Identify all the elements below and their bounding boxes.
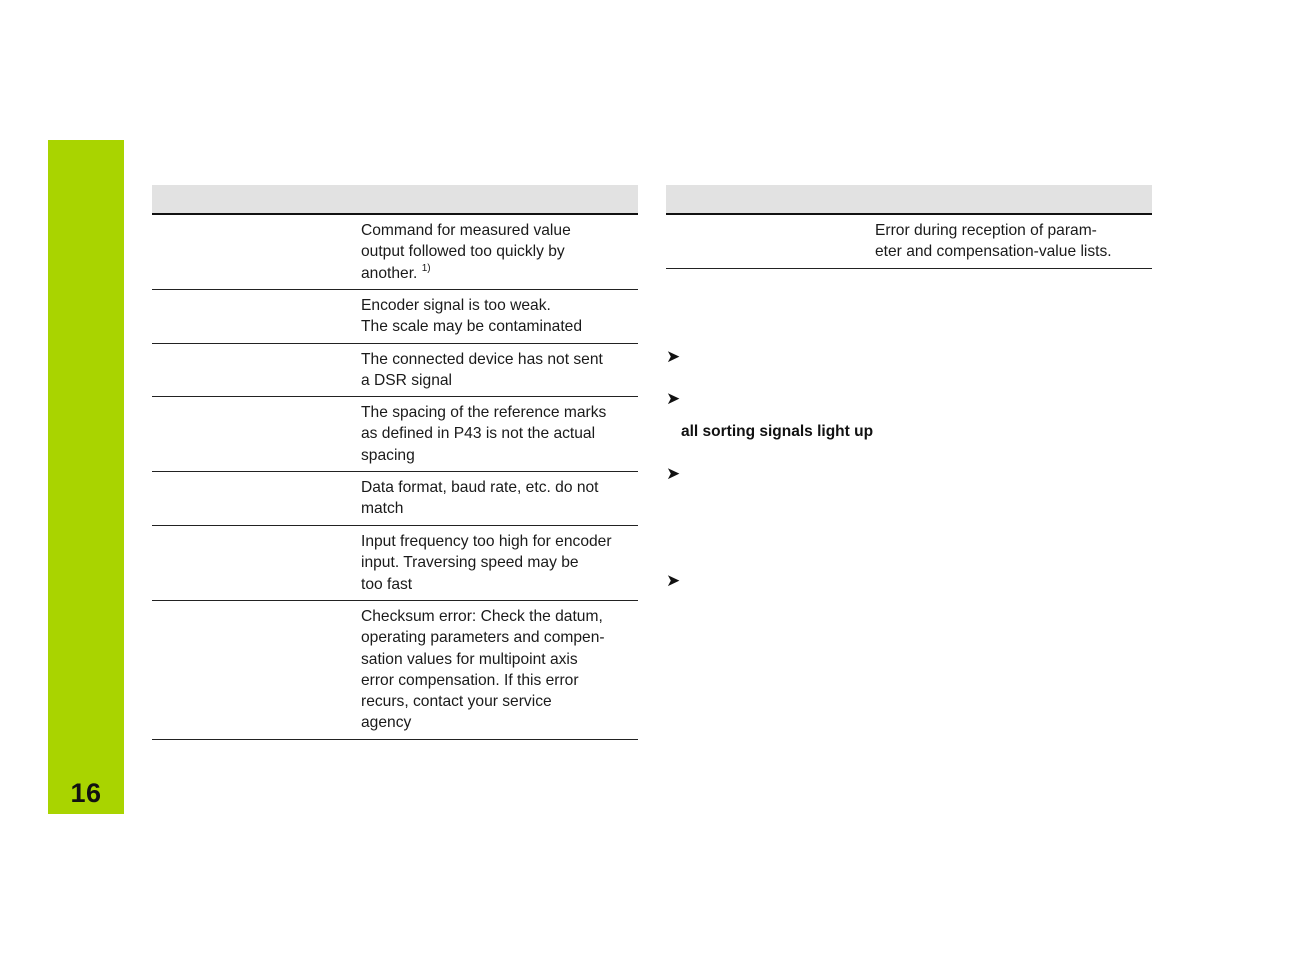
error-cause-text: Encoder signal is too weak. The scale may be contaminated [361, 297, 583, 336]
step-arrow-icon: ➤ [666, 389, 681, 409]
chapter-side-tab [48, 140, 124, 814]
error-cause-text: Checksum error: Check the datum, operating parameters and compen- sation values for multipoint axis error compensation. If this error recurs, contact your service agency [361, 608, 605, 732]
error-cause-text: The spacing of the reference marks as defined in P43 is not the actual spacing [361, 404, 607, 464]
error-cause-text: Command for measured value output followed too quickly by another. $^{1)}$ [361, 222, 571, 282]
table-header-bar [666, 185, 1152, 215]
error-cause-text: Input frequency too high for encoder input. Traversing speed may be too fast [361, 533, 612, 593]
error-cause-text: The connected device has not sent a DSR signal [361, 351, 603, 390]
table-row [152, 397, 638, 472]
table-row [152, 526, 638, 601]
table-row [666, 215, 1152, 269]
table-header-bar [152, 185, 638, 215]
error-table-right [666, 185, 1152, 269]
step-arrow-icon: ➤ [666, 347, 681, 367]
footnote-marker: 1) [421, 262, 431, 274]
table-row [152, 601, 638, 740]
error-table-left [152, 185, 638, 740]
error-cause-text: Error during reception of param- eter and compensation-value lists. [875, 222, 1112, 261]
table-row [152, 215, 638, 290]
table-row [152, 290, 638, 344]
step-arrow-icon: ➤ [666, 571, 681, 591]
page-number: 16 [70, 778, 102, 808]
error-cause-text: Data format, baud rate, etc. do not match [361, 479, 599, 518]
table-row [152, 472, 638, 526]
step-arrow-icon: ➤ [666, 464, 681, 484]
sorting-signals-note: all sorting signals light up [681, 423, 874, 440]
table-row [152, 344, 638, 397]
